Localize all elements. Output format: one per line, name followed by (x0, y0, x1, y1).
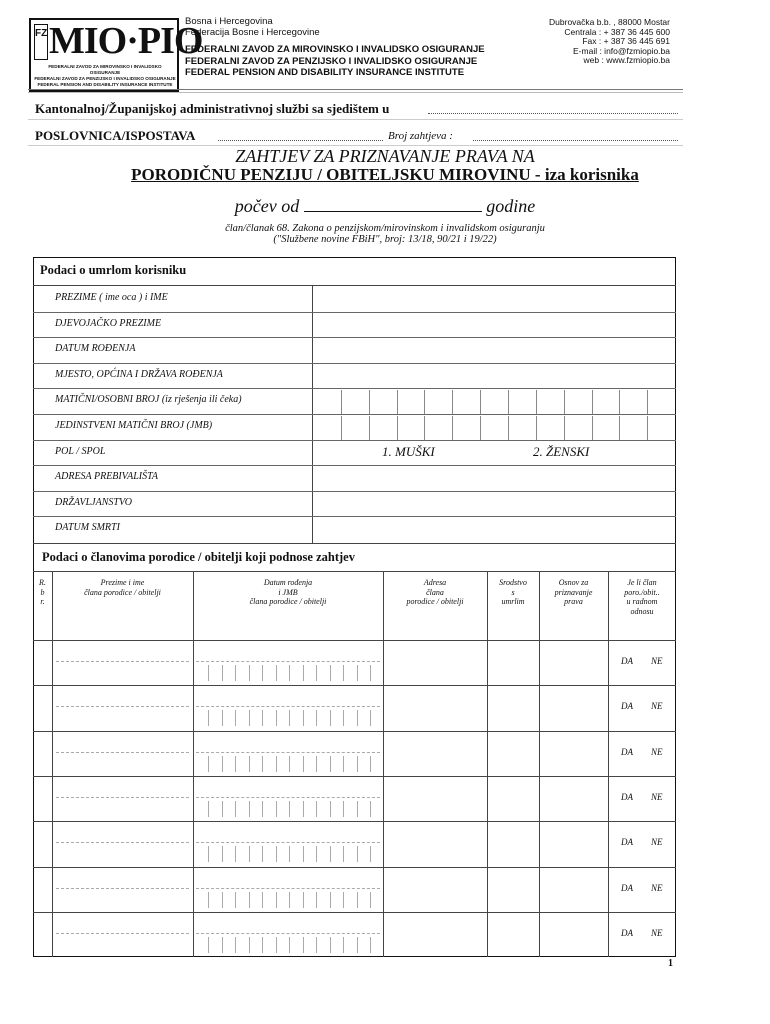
jmb-digit-tick (357, 710, 358, 726)
branch-label: POSLOVNICA/ISPOSTAVA (35, 128, 196, 143)
jmb-digit-tick (343, 665, 344, 681)
jmb-digit-tick (222, 710, 223, 726)
jmb-digit-tick (276, 892, 277, 908)
family-member-row[interactable] (33, 640, 676, 685)
family-column-header: Osnov za priznavanje prava (554, 578, 593, 606)
jmb-digit-tick (357, 801, 358, 817)
date-guide (196, 752, 380, 753)
jmb-digit-tick (370, 937, 371, 953)
personal-number-field[interactable] (313, 390, 675, 414)
divider (33, 571, 676, 572)
deceased-row-label: MJESTO, OPĆINA I DRŽAVA ROĐENJA (55, 368, 223, 380)
digit-cell-divider (480, 390, 481, 414)
divider (33, 337, 676, 338)
jmb-digit-tick (330, 665, 331, 681)
jmb-digit-tick (370, 892, 371, 908)
jmb-digit-tick (222, 665, 223, 681)
jmb-digit-tick (208, 937, 209, 953)
request-number-label: Broj zahtjeva : (388, 130, 453, 142)
digit-cell-divider (647, 390, 648, 414)
country-header: Bosna i Hercegovina Federacija Bosne i Hercegovine (185, 16, 320, 38)
jmb-digit-tick (235, 892, 236, 908)
since-line: počev od godine (234, 196, 536, 216)
no-option[interactable]: NE (651, 746, 663, 757)
digit-cell-divider (452, 390, 453, 414)
family-column-header: Je li član poro./obit.. u radnom odnosu (624, 578, 660, 616)
jmb-digit-tick (208, 846, 209, 862)
jmb-digit-tick (303, 846, 304, 862)
name-guide (56, 752, 189, 753)
jmb-digit-tick (343, 756, 344, 772)
family-member-row[interactable] (33, 867, 676, 912)
header-rule-2 (28, 92, 683, 93)
jmb-digit-tick (208, 801, 209, 817)
jmb-digit-tick (330, 756, 331, 772)
jmb-digit-tick (208, 756, 209, 772)
yes-option[interactable]: DA (621, 927, 633, 938)
jmb-digit-tick (303, 892, 304, 908)
jmb-digit-tick (262, 756, 263, 772)
jmb-digit-tick (262, 710, 263, 726)
digit-cell-divider (341, 390, 342, 414)
jmb-digit-tick (222, 937, 223, 953)
deceased-row-label: DRŽAVLJANSTVO (55, 496, 132, 508)
jmb-digit-tick (249, 756, 250, 772)
jmb-digit-tick (262, 937, 263, 953)
deceased-row-label: DATUM SMRTI (55, 522, 120, 534)
deceased-value-field[interactable] (313, 365, 675, 389)
jmb-digit-tick (262, 892, 263, 908)
digit-cell-divider (369, 416, 370, 440)
service-label: Kantonalnoj/Županijskoj administrativnoj službi sa sjedištem u (35, 101, 390, 116)
jmb-digit-tick (249, 937, 250, 953)
digit-cell-divider (480, 416, 481, 440)
service-seat-field[interactable] (428, 113, 678, 114)
digit-cell-divider (564, 416, 565, 440)
jmb-digit-tick (357, 756, 358, 772)
jmb-digit-tick (316, 892, 317, 908)
jmb-digit-tick (357, 937, 358, 953)
jmb-digit-tick (343, 846, 344, 862)
jmb-digit-tick (222, 756, 223, 772)
jmb-digit-tick (343, 801, 344, 817)
no-option[interactable]: NE (651, 837, 663, 848)
jmb-digit-tick (316, 665, 317, 681)
name-guide (56, 706, 189, 707)
divider (33, 491, 676, 492)
jmb-field[interactable] (313, 416, 675, 440)
jmb-digit-tick (289, 937, 290, 953)
since-date-field[interactable] (304, 195, 482, 212)
digit-cell-divider (592, 390, 593, 414)
deceased-value-field[interactable] (313, 467, 675, 491)
jmb-digit-tick (262, 665, 263, 681)
family-member-row[interactable] (33, 912, 676, 957)
name-guide (56, 888, 189, 889)
deceased-value-field[interactable] (313, 288, 675, 312)
form-title-line2: PORODIČNU PENZIJU / OBITELJSKU MIROVINU - iza korisnika (131, 165, 639, 184)
jmb-digit-tick (235, 801, 236, 817)
jmb-digit-tick (316, 710, 317, 726)
jmb-digit-tick (249, 892, 250, 908)
jmb-digit-tick (330, 937, 331, 953)
jmb-digit-tick (262, 846, 263, 862)
jmb-digit-tick (303, 756, 304, 772)
contact-info: Dubrovačka b.b. , 88000 Mostar Centrala : + 387 36 445 600 Fax : + 387 36 445 691 E-mail : info@fzmiopio.ba web : www.fzmiopio.ba (549, 17, 670, 65)
no-option[interactable]: NE (651, 791, 663, 802)
jmb-digit-tick (357, 665, 358, 681)
mio-pio-logo (29, 18, 203, 92)
request-number-field[interactable] (473, 140, 678, 141)
digit-cell-divider (397, 390, 398, 414)
institute-name: FEDERALNI ZAVOD ZA MIROVINSKO I INVALIDSKO OSIGURANJE FEDERALNI ZAVOD ZA PENZIJSKO I INVALIDSKO OSIGURANJE FEDERAL PENSION AND DISABILITY INSURANCE INSTITUTE (185, 44, 485, 78)
jmb-digit-tick (330, 801, 331, 817)
jmb-digit-tick (262, 801, 263, 817)
branch-field[interactable] (218, 140, 383, 141)
family-column-header: Adresa člana porodice / obitelji (406, 578, 464, 606)
yes-option[interactable]: DA (621, 746, 633, 757)
jmb-digit-tick (343, 892, 344, 908)
jmb-digit-tick (303, 801, 304, 817)
gender-male-option[interactable]: 1. MUŠKI (382, 443, 435, 459)
jmb-digit-tick (235, 846, 236, 862)
digit-cell-divider (536, 416, 537, 440)
divider (33, 414, 676, 415)
form-title-line1: ZAHTJEV ZA PRIZNAVANJE PRAVA NA (235, 146, 535, 166)
deceased-row-label: JEDINSTVENI MATIČNI BROJ (JMB) (55, 420, 213, 431)
digit-cell-divider (619, 416, 620, 440)
divider (33, 543, 676, 544)
deceased-row-label: DJEVOJAČKO PREZIME (55, 317, 162, 329)
yes-option[interactable]: DA (621, 837, 633, 848)
jmb-digit-tick (249, 710, 250, 726)
jmb-digit-tick (249, 665, 250, 681)
name-guide (56, 842, 189, 843)
jmb-digit-tick (316, 801, 317, 817)
no-option[interactable]: NE (651, 882, 663, 893)
jmb-digit-tick (330, 892, 331, 908)
jmb-digit-tick (276, 846, 277, 862)
deceased-row-label: DATUM ROĐENJA (55, 343, 136, 355)
jmb-digit-tick (249, 801, 250, 817)
jmb-digit-tick (235, 756, 236, 772)
jmb-digit-tick (222, 892, 223, 908)
logo-subtitle: FEDERALNI ZAVOD ZA MIROVINSKO I INVALIDSKO OSIGURANJE FEDERALNI ZAVOD ZA PENZIJSKO I INVALIDSKO OSIGURANJE FEDERAL PENSION AND DISABILITY INSURANCE INSTITUTE (34, 64, 176, 87)
jmb-digit-tick (208, 710, 209, 726)
jmb-digit-tick (289, 665, 290, 681)
header-rule (28, 89, 683, 90)
jmb-digit-tick (316, 756, 317, 772)
jmb-digit-tick (330, 846, 331, 862)
jmb-digit-tick (370, 665, 371, 681)
deceased-section-title: Podaci o umrlom korisniku (40, 263, 187, 277)
jmb-digit-tick (222, 846, 223, 862)
jmb-digit-tick (208, 665, 209, 681)
digit-cell-divider (536, 390, 537, 414)
family-column-header: Datum rođenja i JMB člana porodice / obitelji (249, 578, 327, 606)
deceased-row-label: ADRESA PREBIVALIŠTA (55, 471, 159, 483)
page-number: 1 (668, 958, 673, 969)
logo-text: MIO·PIO (49, 20, 203, 62)
jmb-digit-tick (370, 756, 371, 772)
jmb-digit-tick (343, 710, 344, 726)
digit-cell-divider (424, 416, 425, 440)
family-section-title: Podaci o članovima porodice / obitelji koji podnose zahtjev (42, 550, 355, 564)
name-guide (56, 661, 189, 662)
no-option[interactable]: NE (651, 927, 663, 938)
jmb-digit-tick (276, 801, 277, 817)
jmb-digit-tick (208, 892, 209, 908)
divider (33, 363, 676, 364)
jmb-digit-tick (357, 846, 358, 862)
name-guide (56, 933, 189, 934)
date-guide (196, 797, 380, 798)
jmb-digit-tick (289, 846, 290, 862)
divider (33, 285, 676, 286)
no-option[interactable]: NE (651, 656, 663, 666)
date-guide (196, 842, 380, 843)
jmb-digit-tick (276, 756, 277, 772)
jmb-digit-tick (235, 665, 236, 681)
digit-cell-divider (592, 416, 593, 440)
divider (33, 388, 676, 389)
jmb-digit-tick (370, 710, 371, 726)
rule-1 (28, 119, 683, 120)
digit-cell-divider (564, 390, 565, 414)
legal-basis: član/članak 68. Zakona o penzijskom/mirovinskom i invalidskom osiguranju ("Službene novine FBiH", broj: 13/18, 90/21 i 19/22) (225, 223, 545, 245)
family-column-header: Srodstvo s umrlim (499, 578, 527, 606)
jmb-digit-tick (316, 937, 317, 953)
name-guide (56, 797, 189, 798)
date-guide (196, 888, 380, 889)
jmb-digit-tick (249, 846, 250, 862)
date-guide (196, 933, 380, 934)
family-member-row[interactable] (33, 776, 676, 821)
digit-cell-divider (508, 416, 509, 440)
jmb-digit-tick (289, 710, 290, 726)
yes-option[interactable]: DA (621, 882, 633, 893)
logo-fz-mark: FZ (34, 24, 48, 60)
digit-cell-divider (508, 390, 509, 414)
jmb-digit-tick (330, 710, 331, 726)
jmb-digit-tick (343, 937, 344, 953)
divider (33, 465, 676, 466)
deceased-row-label: POL / SPOL (55, 445, 106, 457)
date-guide (196, 706, 380, 707)
jmb-digit-tick (303, 937, 304, 953)
no-option[interactable]: NE (651, 701, 663, 712)
jmb-digit-tick (370, 846, 371, 862)
divider (33, 516, 676, 517)
digit-cell-divider (647, 416, 648, 440)
yes-option[interactable]: DA (621, 701, 633, 712)
jmb-digit-tick (289, 892, 290, 908)
family-member-row[interactable] (33, 821, 676, 866)
family-column-header: R. b r. (39, 578, 46, 606)
jmb-digit-tick (276, 710, 277, 726)
jmb-digit-tick (370, 801, 371, 817)
digit-cell-divider (341, 416, 342, 440)
digit-cell-divider (452, 416, 453, 440)
jmb-digit-tick (222, 801, 223, 817)
jmb-digit-tick (357, 892, 358, 908)
deceased-value-field[interactable] (313, 518, 675, 542)
family-column-header: Prezime i ime člana porodice / obitelji (84, 578, 161, 597)
yes-option[interactable]: DA (621, 656, 633, 666)
deceased-value-field[interactable] (313, 314, 675, 338)
jmb-digit-tick (276, 665, 277, 681)
deceased-row-label: MATIČNI/OSOBNI BROJ (iz rješenja ili čeka) (55, 394, 242, 406)
jmb-digit-tick (303, 665, 304, 681)
jmb-digit-tick (235, 937, 236, 953)
family-member-row[interactable] (33, 731, 676, 776)
divider (33, 440, 676, 441)
divider (33, 312, 676, 313)
digit-cell-divider (397, 416, 398, 440)
digit-cell-divider (424, 390, 425, 414)
gender-female-option[interactable]: 2. ŽENSKI (533, 443, 590, 459)
digit-cell-divider (619, 390, 620, 414)
digit-cell-divider (369, 390, 370, 414)
jmb-digit-tick (289, 756, 290, 772)
yes-option[interactable]: DA (621, 791, 633, 802)
deceased-value-field[interactable] (313, 493, 675, 517)
jmb-digit-tick (303, 710, 304, 726)
deceased-row-label: PREZIME ( ime oca ) i IME (55, 292, 168, 303)
jmb-digit-tick (235, 710, 236, 726)
family-member-row[interactable] (33, 685, 676, 730)
date-guide (196, 661, 380, 662)
jmb-digit-tick (276, 937, 277, 953)
jmb-digit-tick (289, 801, 290, 817)
deceased-value-field[interactable] (313, 339, 675, 363)
jmb-digit-tick (316, 846, 317, 862)
